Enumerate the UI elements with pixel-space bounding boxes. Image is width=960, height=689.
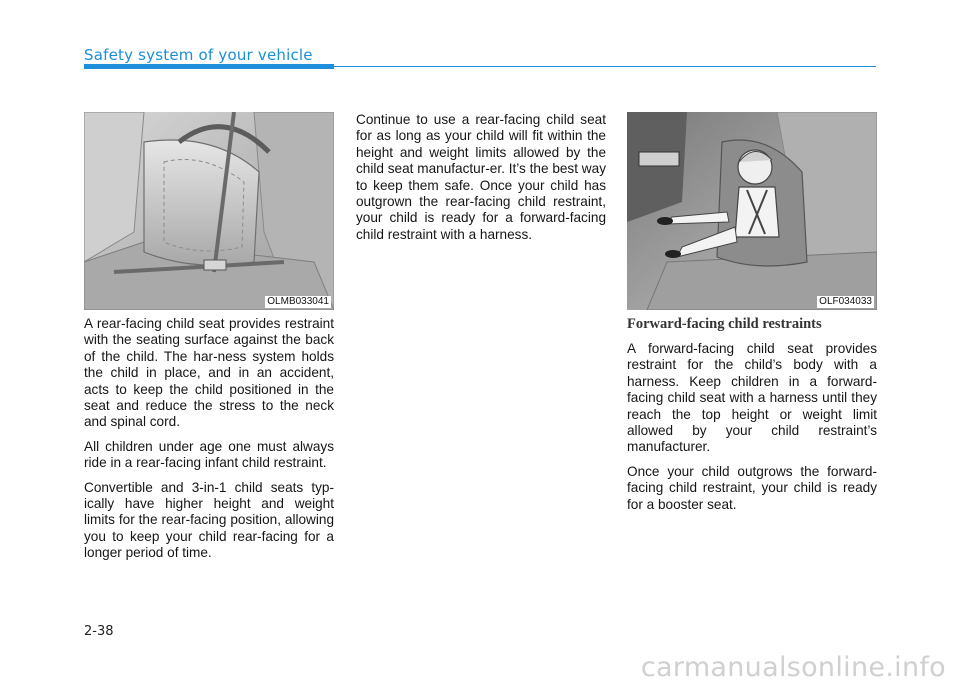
paragraph: A rear-facing child seat provides restraint with the seating surface against the back of the child. The har-ness system holds the child in place, and in an accident, acts to keep the child positioned in the seat and reduce the stress to the neck and spinal cord. (84, 316, 334, 430)
left-text-column (84, 316, 334, 570)
header-accent-bar (84, 64, 334, 69)
section-heading: Forward-facing child restraints (627, 316, 822, 332)
right-text-column (627, 316, 877, 521)
rear-facing-seat-figure (84, 112, 334, 310)
watermark: carmanualsonline.info (640, 652, 946, 683)
page-number: 2-38 (84, 624, 114, 639)
paragraph: A forward-facing child seat provides restraint for the child’s body with a harness. Keep children in a forward-facing child seat with a harness until they reach the top height or weight limit allowed by your child restraint’s manufacturer. (627, 341, 877, 455)
paragraph: All children under age one must always ride in a rear-facing infant child restraint. (84, 438, 334, 471)
paragraph: Continue to use a rear-facing child seat for as long as your child will fit within the height and weight limits allowed by the child seat manufactur-er. It’s the best way to keep them safe. Once your child has outgrown the rear-facing child restraint, your child is ready for a forward-facing child restraint with a harness. (356, 112, 606, 242)
figure-code-label: OLMB033041 (267, 296, 329, 307)
forward-facing-child-seat-illustration (627, 112, 877, 310)
paragraph: Once your child outgrows the forward-facing child restraint, your child is ready for a booster seat. (627, 463, 877, 512)
rear-facing-infant-seat-illustration (84, 112, 334, 310)
section-header-title: Safety system of your vehicle (84, 46, 313, 64)
forward-facing-seat-figure (627, 112, 877, 310)
figure-code-label: OLF034033 (819, 296, 872, 307)
header-rule (334, 66, 876, 67)
paragraph: Convertible and 3-in-1 child seats typ-ically have higher height and weight limits for the rear-facing position, allowing you to keep your child rear-facing for a longer period of time. (84, 479, 334, 561)
middle-text-column (356, 112, 606, 251)
